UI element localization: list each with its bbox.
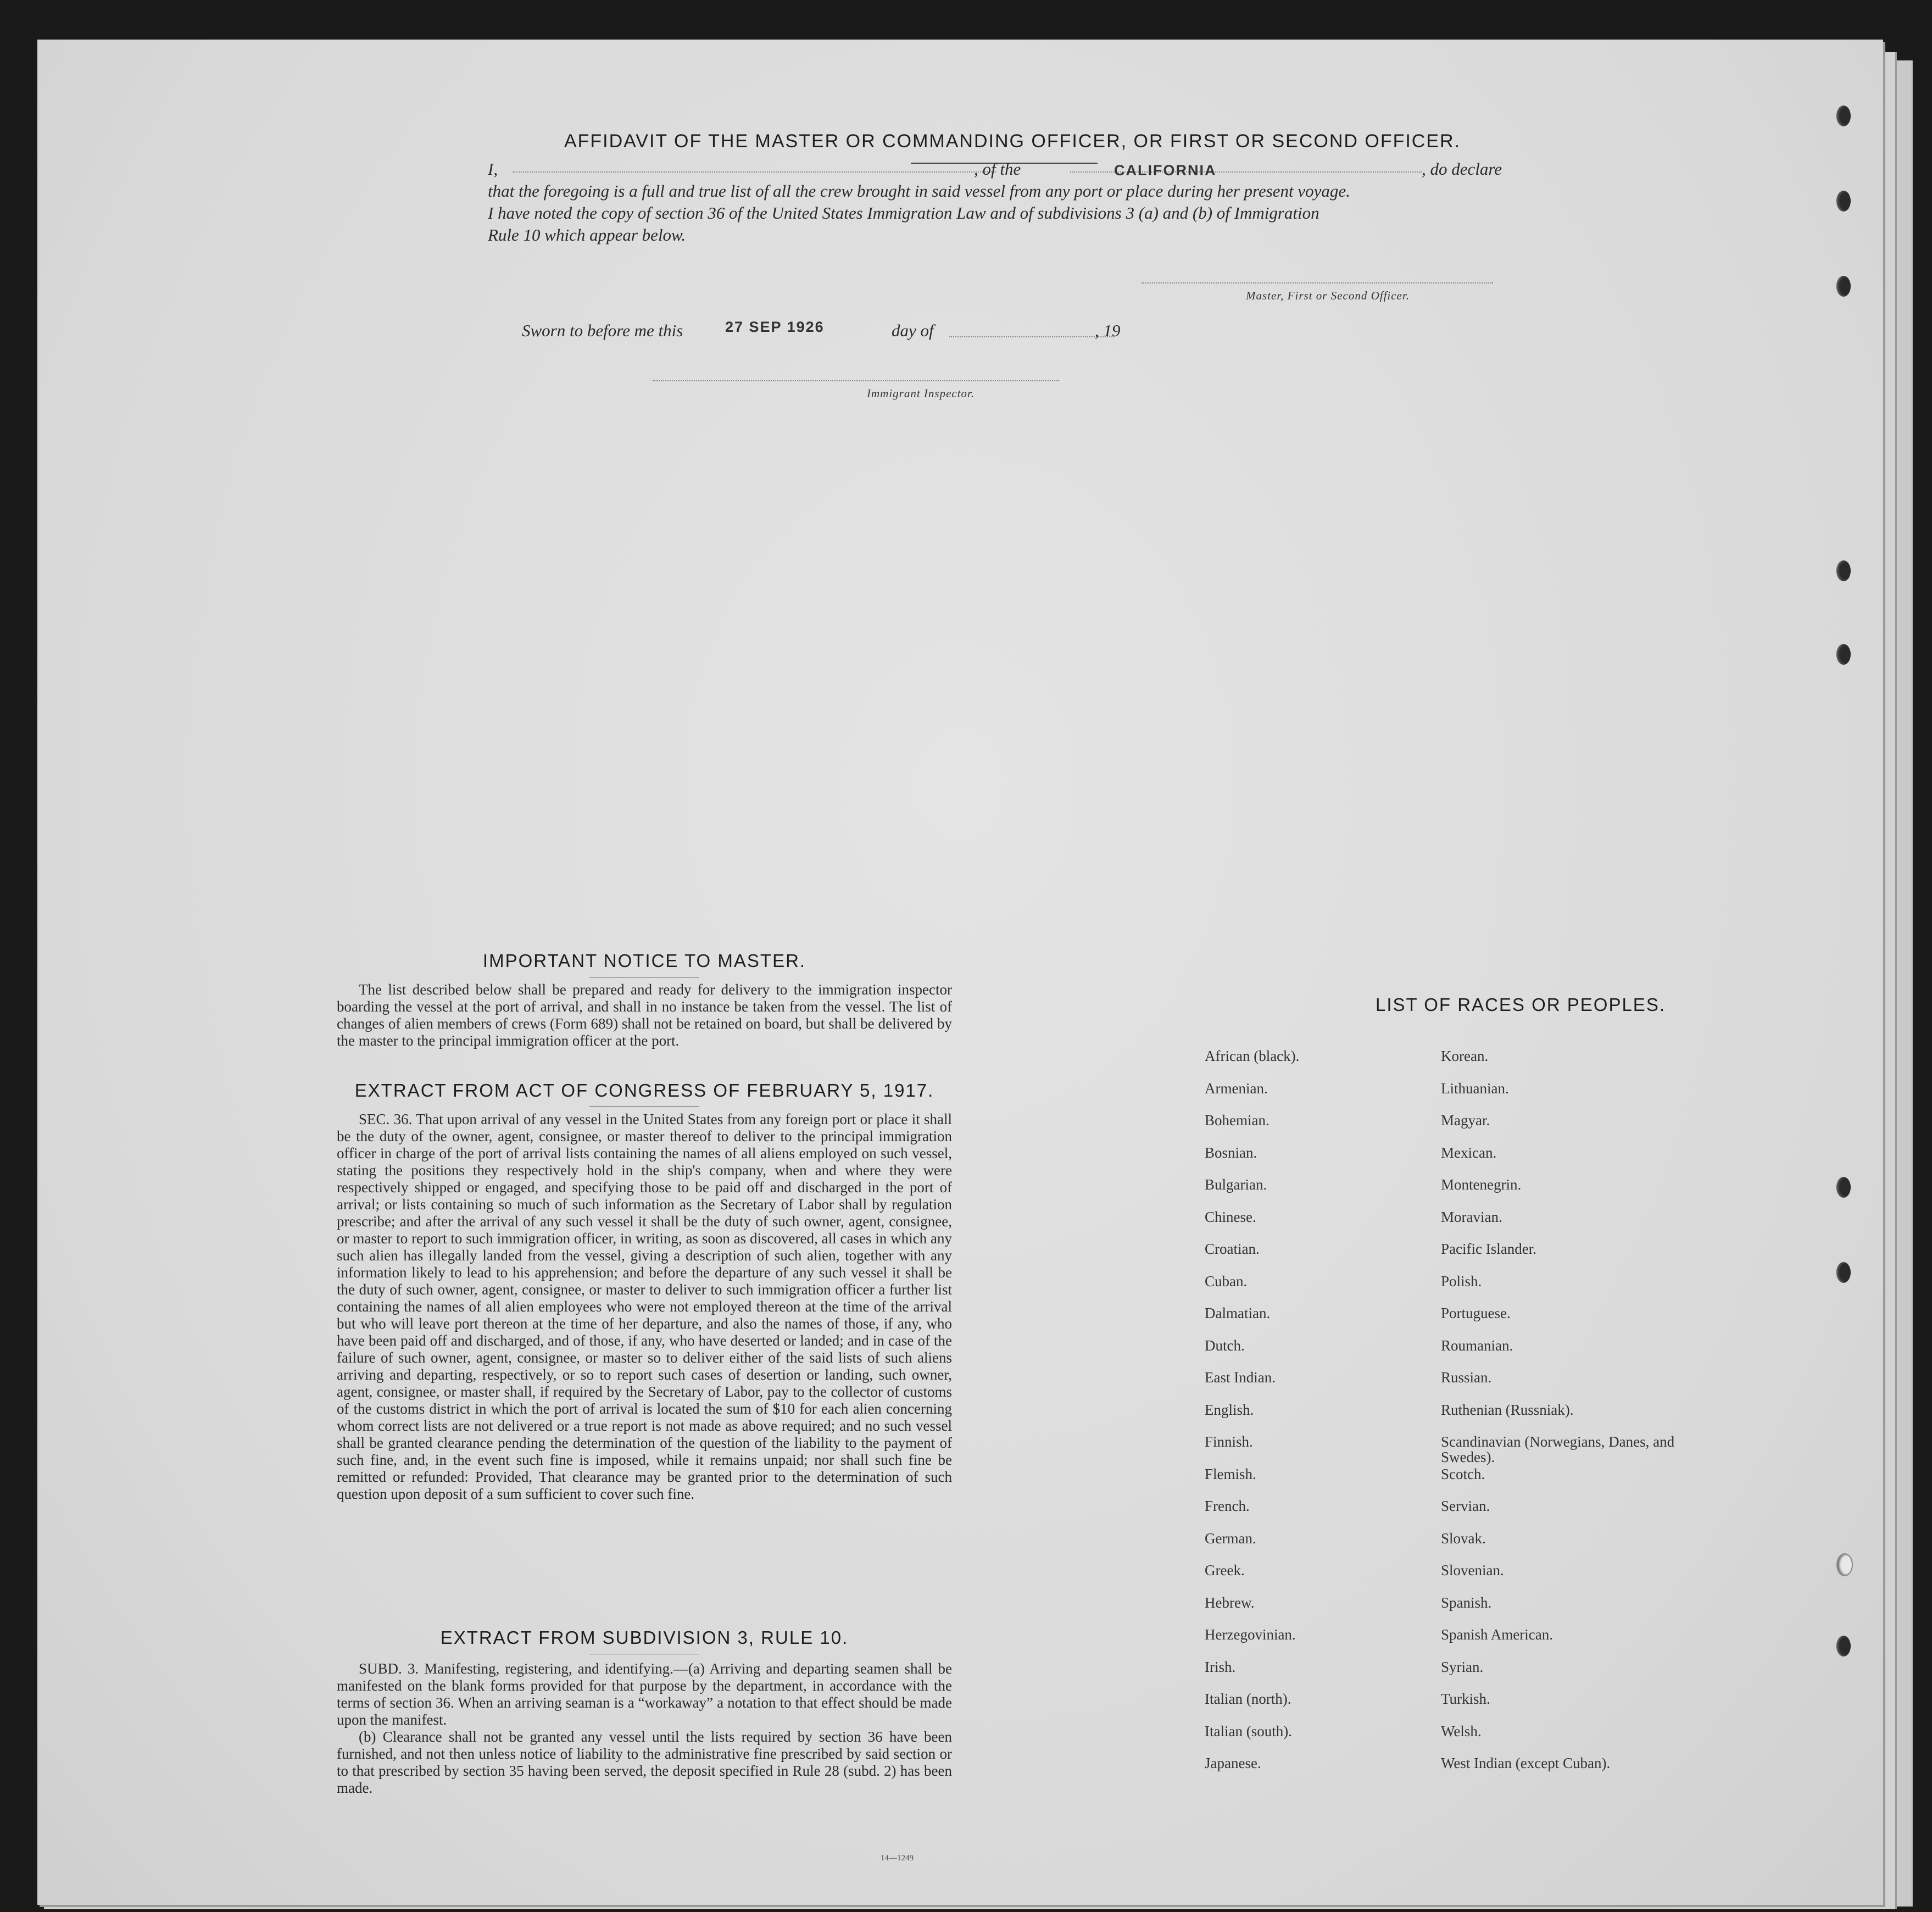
inspector-signature-field[interactable] <box>653 380 1059 381</box>
race-item: Dutch. <box>1205 1337 1245 1354</box>
race-item: Herzegovinian. <box>1205 1626 1296 1643</box>
affidavit-line-2: that the foregoing is a full and true list of all the crew brought in said vessel from any port or place during her present voyage. <box>488 181 1350 201</box>
race-item: Irish. <box>1205 1658 1236 1675</box>
race-item: Bulgarian. <box>1205 1176 1267 1193</box>
notice-paragraph: The list described below shall be prepared and ready for delivery to the immigration inspector boarding the vessel at the port of arrival, and shall in no instance be taken from the vessel. The list of changes of alien members of crews (Form 689) shall not be retained on board, but shall be delivered by the master to the principal immigration officer at the port. <box>337 981 952 1049</box>
race-item: Greek. <box>1205 1562 1245 1578</box>
race-item: French. <box>1205 1498 1250 1514</box>
race-item: Roumanian. <box>1441 1337 1513 1354</box>
notice-text <box>337 981 952 1049</box>
binder-hole-icon <box>1836 105 1851 126</box>
race-item: Korean. <box>1441 1048 1489 1064</box>
race-item: Bohemian. <box>1205 1112 1270 1129</box>
act-paragraph: SEC. 36. That upon arrival of any vessel in the United States from any foreign port or place it shall be the duty of the owner, agent, consignee, or master thereof to deliver to the principal immigration officer in charge of the port of arrival lists containing the names of all aliens employed on such vessel, stating the positions they respectively hold in the ship's company, when and where they were respectively shipped or engaged, and specifying those to be paid off and discharged in the port of arrival; or lists containing so much of such information as the Secretary of Labor shall by regulation prescribe; and after the arrival of any such vessel it shall be the duty of such owner, agent, consignee, or master to report to such immigration officer, in writing, as soon as discovered, all cases in which any such alien has illegally landed from the vessel, giving a description of such alien, together with any information likely to lead to his apprehension; and before the departure of any such vessel it shall be the duty of such owner, agent, consignee, or master to deliver to such immigration officer a further list containing the names of all alien employees who were not employed thereon at the time of the arrival but who will leave port thereon at the time of her departure, and also the names of those, if any, who have been paid off and discharged, and of those, if any, who have deserted or landed; and in case of the failure of such owner, agent, consignee, or master so to deliver either of the said lists of such aliens arriving and departing, respectively, or so to report such cases of desertion or landing, such owner, agent, consignee, or master shall, if required by the Secretary of Labor, pay to the collector of customs of the customs district in which the port of arrival is located the sum of $10 for each alien concerning whom correct lists are not delivered or a true report is not made as above required; and no such vessel shall be granted clearance pending the determination of the question of the liability to the payment of such fine, and, in the event such fine is imposed, while it remains unpaid; nor shall such fine be remitted or refunded: Provided, That clearance may be granted prior to the determination of such question upon deposit of a sum sufficient to cover such fine. <box>337 1111 952 1502</box>
sworn-label: Sworn to before me this <box>522 321 683 340</box>
race-item: Magyar. <box>1441 1112 1490 1129</box>
binder-hole-icon <box>1836 276 1851 297</box>
signer-caption: Master, First or Second Officer. <box>1246 289 1410 302</box>
race-item: German. <box>1205 1530 1256 1547</box>
rule-text <box>337 1660 952 1797</box>
rule-title: EXTRACT FROM SUBDIVISION 3, RULE 10. <box>440 1627 849 1648</box>
race-item: West Indian (except Cuban). <box>1441 1755 1611 1771</box>
binder-hole-icon <box>1836 1262 1851 1283</box>
race-item: Finnish. <box>1205 1433 1253 1450</box>
act-title: EXTRACT FROM ACT OF CONGRESS OF FEBRUARY 5, 1917. <box>354 1080 934 1100</box>
race-item: Japanese. <box>1205 1755 1261 1771</box>
affidavit-line-4: Rule 10 which appear below. <box>488 225 686 244</box>
affidavit-line-3: I have noted the copy of section 36 of the United States Immigration Law and of subdivisions 3 (a) and (b) of Immigration <box>488 203 1319 223</box>
race-item: Slovak. <box>1441 1530 1486 1547</box>
race-item: English. <box>1205 1401 1254 1418</box>
race-item: Pacific Islander. <box>1441 1241 1536 1257</box>
race-item: Welsh. <box>1441 1722 1482 1739</box>
master-name-field[interactable] <box>513 171 996 173</box>
year-prefix: , 19 <box>1095 321 1121 340</box>
document-page <box>37 40 1883 1905</box>
race-item: Dalmatian. <box>1205 1305 1271 1321</box>
race-item: Lithuanian. <box>1441 1080 1509 1097</box>
race-item: Spanish. <box>1441 1594 1492 1611</box>
date-stamp: 27 SEP 1926 <box>725 319 825 335</box>
race-item: Turkish. <box>1441 1691 1490 1707</box>
inspector-caption: Immigrant Inspector. <box>867 387 975 400</box>
race-item: Italian (north). <box>1205 1691 1291 1707</box>
race-item: Polish. <box>1441 1272 1482 1290</box>
rule-paragraph-a: SUBD. 3. Manifesting, registering, and identifying.—(a) Arriving and departing seamen shall be manifested on the blank forms provided for that purpose by the department, in accordance with the terms of section 36. When an arriving seaman is a “workaway” a notation to that effect should be made upon the manifest. <box>337 1660 952 1728</box>
race-item: Italian (south). <box>1205 1722 1292 1739</box>
signature-field[interactable] <box>1142 282 1493 284</box>
race-item: Moravian. <box>1441 1208 1502 1225</box>
binder-hole-icon <box>1836 1553 1853 1576</box>
race-item: Russian. <box>1441 1369 1492 1386</box>
binder-hole-icon <box>1836 644 1851 665</box>
binder-hole-icon <box>1836 191 1851 212</box>
affidavit-title: AFFIDAVIT OF THE MASTER OR COMMANDING OFFICER, OR FIRST OR SECOND OFFICER. <box>564 131 1461 152</box>
act-text <box>337 1111 952 1503</box>
notice-title: IMPORTANT NOTICE TO MASTER. <box>482 951 806 971</box>
rule-paragraph-b: (b) Clearance shall not be granted any vessel until the lists required by section 36 have been furnished, and not then unless notice of liability to the administrative fine prescribed by said section or to that prescribed by section 35 having been served, the deposit specified in Rule 28 (subd. 2) has been made. <box>337 1728 952 1796</box>
race-item: Montenegrin. <box>1441 1176 1522 1193</box>
race-item: Scotch. <box>1441 1465 1485 1482</box>
i-label: I, <box>488 159 498 179</box>
races-left-column <box>1205 1048 1402 1788</box>
race-item: Croatian. <box>1205 1241 1260 1257</box>
race-item: Armenian. <box>1205 1080 1268 1097</box>
binder-hole-icon <box>1836 560 1851 581</box>
of-the-label: , of the <box>974 159 1021 179</box>
race-item: Servian. <box>1441 1498 1490 1514</box>
race-item: Flemish. <box>1205 1465 1256 1482</box>
binder-hole-icon <box>1836 1636 1851 1657</box>
form-number: 14—1249 <box>881 1854 914 1863</box>
binder-hole-icon <box>1836 1177 1851 1198</box>
race-item: Cuban. <box>1205 1272 1248 1290</box>
race-item: Spanish American. <box>1441 1626 1553 1643</box>
race-item: African (black). <box>1205 1048 1300 1064</box>
races-title: LIST OF RACES OR PEOPLES. <box>1375 994 1666 1015</box>
race-item: East Indian. <box>1205 1369 1276 1386</box>
race-item: Slovenian. <box>1441 1562 1504 1578</box>
race-item: Scandinavian (Norwegians, Danes, and Swedes). <box>1441 1433 1675 1465</box>
do-declare-label: , do declare <box>1422 159 1502 179</box>
race-item: Bosnian. <box>1205 1144 1257 1161</box>
race-item: Portuguese. <box>1441 1305 1511 1321</box>
races-right-column <box>1441 1048 1694 1788</box>
race-item: Syrian. <box>1441 1658 1484 1675</box>
day-of-label: day of <box>892 321 934 340</box>
race-item: Hebrew. <box>1205 1594 1255 1611</box>
race-item: Mexican. <box>1441 1144 1497 1161</box>
race-item: Chinese. <box>1205 1208 1256 1225</box>
vessel-name-stamp: CALIFORNIA <box>1114 162 1217 179</box>
race-item: Ruthenian (Russniak). <box>1441 1401 1574 1418</box>
month-field[interactable] <box>949 336 1114 337</box>
